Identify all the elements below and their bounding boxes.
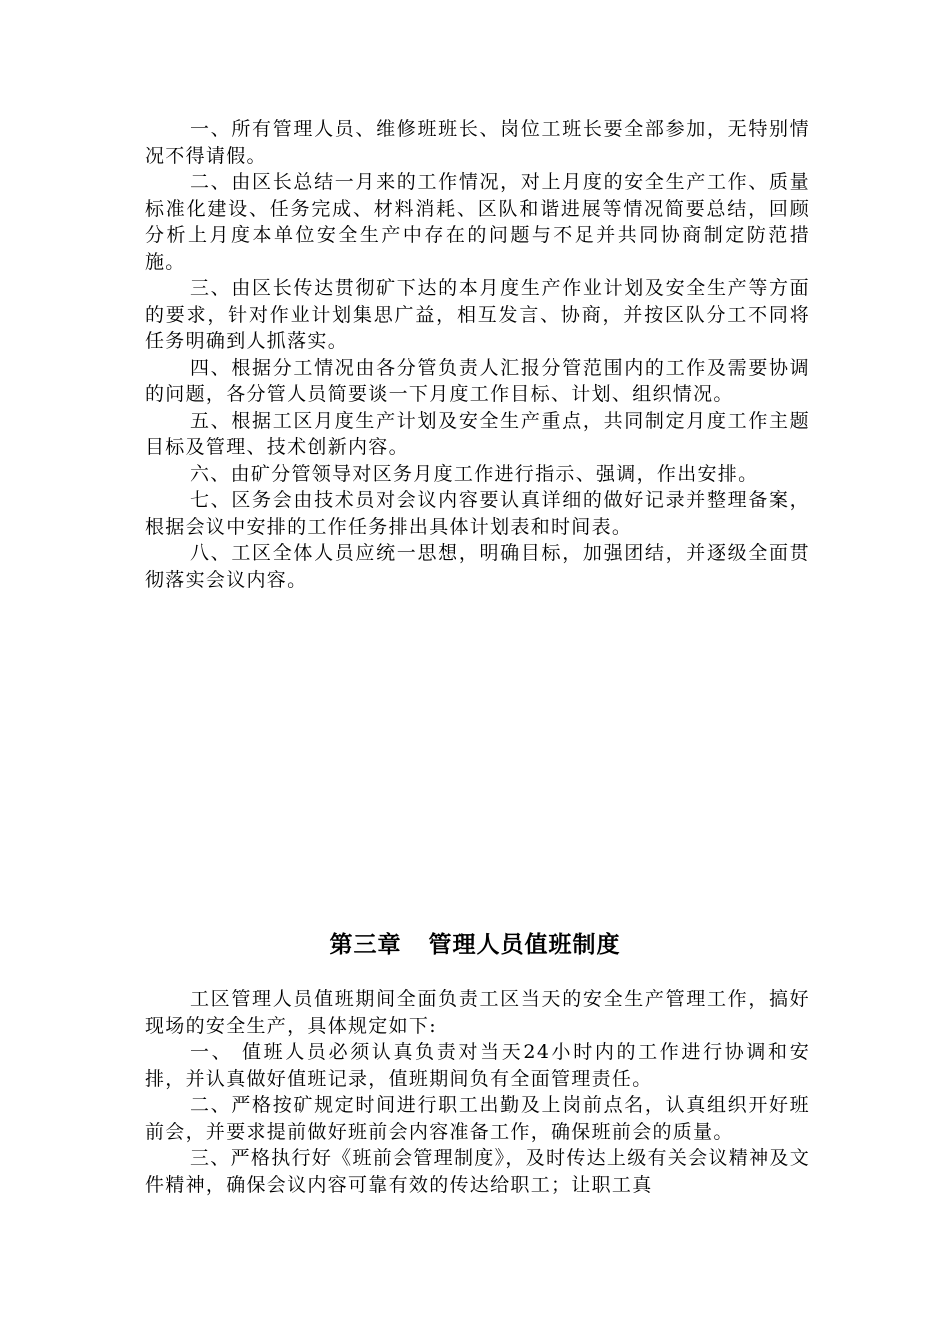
- duty-paragraph-3: 三、严格执行好《班前会管理制度》，及时传达上级有关会议精神及文件精神，确保会议内容可靠有效的传达给职工；让职工真: [145, 1147, 810, 1196]
- duty-rules-section: [145, 986, 810, 1198]
- rule-paragraph-5: 五、根据工区月度生产计划及安全生产重点，共同制定月度工作主题目标及管理、技术创新内容。: [145, 409, 810, 458]
- rule-paragraph-7: 七、区务会由技术员对会议内容要认真详细的做好记录并整理备案，根据会议中安排的工作任务排出具体计划表和时间表。: [145, 489, 810, 538]
- duty-paragraph-1: 一、 值班人员必须认真负责对当天24小时内的工作进行协调和安排，并认真做好值班记录，值班期间负有全面管理责任。: [145, 1041, 810, 1090]
- chapter-title: 第三章 管理人员值班制度: [329, 932, 621, 958]
- rule-paragraph-8: 八、工区全体人员应统一思想，明确目标，加强团结，并逐级全面贯彻落实会议内容。: [145, 542, 810, 591]
- rule-paragraph-3: 三、由区长传达贯彻矿下达的本月度生产作业计划及安全生产等方面的要求，针对作业计划集思广益，相互发言、协商，并按区队分工不同将任务明确到人抓落实。: [145, 277, 810, 352]
- rule-paragraph-1: 一、所有管理人员、维修班班长、岗位工班长要全部参加，无特别情况不得请假。: [145, 118, 810, 167]
- duty-intro-paragraph: 工区管理人员值班期间全面负责工区当天的安全生产管理工作，搞好现场的安全生产，具体规定如下:: [145, 988, 810, 1037]
- rule-paragraph-4: 四、根据分工情况由各分管负责人汇报分管范围内的工作及需要协调的问题，各分管人员简要谈一下月度工作目标、计划、组织情况。: [145, 356, 810, 405]
- rule-paragraph-2: 二、由区长总结一月来的工作情况，对上月度的安全生产工作、质量标准化建设、任务完成、材料消耗、区队和谐进展等情况简要总结，回顾分析上月度本单位安全生产中存在的问题与不足并共同协商制定防范措施。: [145, 171, 810, 273]
- meeting-rules-section: [145, 116, 810, 593]
- duty-paragraph-2: 二、严格按矿规定时间进行职工出勤及上岗前点名，认真组织开好班前会，并要求提前做好班前会内容准备工作，确保班前会的质量。: [145, 1094, 810, 1143]
- rule-paragraph-6: 六、由矿分管领导对区务月度工作进行指示、强调，作出安排。: [190, 462, 759, 485]
